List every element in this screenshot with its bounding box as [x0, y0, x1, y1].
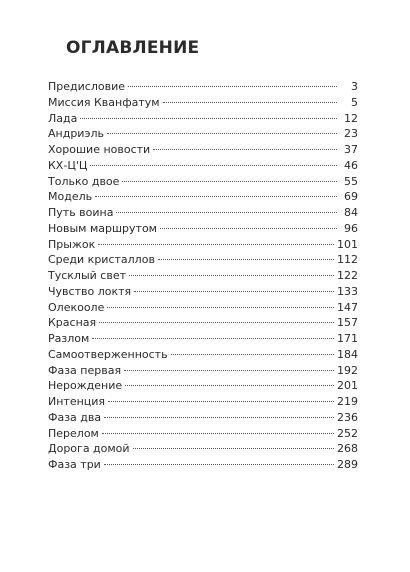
toc-entry-title: Предисловие: [48, 80, 125, 93]
toc-entry: [48, 378, 358, 394]
toc-entry-page-number: 5: [351, 95, 358, 109]
toc-entry: [48, 174, 358, 190]
toc-entry-page-number: 157: [337, 316, 358, 330]
toc-entry-title: Разлом: [48, 332, 90, 345]
dot-leader: [107, 133, 337, 134]
dot-leader: [108, 401, 334, 402]
toc-entry-title: Красная: [48, 316, 97, 330]
toc-entry: [48, 268, 358, 284]
toc-heading: ОГЛАВЛЕНИЕ: [66, 38, 200, 58]
toc-entry-title: Новым маршрутом: [48, 221, 157, 235]
toc-entry-title: Хорошие новости: [48, 143, 151, 156]
dot-leader: [107, 307, 334, 308]
toc-entry: [48, 142, 358, 158]
toc-entry-page-number: 84: [344, 206, 358, 219]
toc-entry: [48, 158, 358, 174]
toc-entry: [48, 300, 358, 316]
toc-entry-page-number: 46: [344, 158, 358, 172]
toc-entry: [48, 347, 358, 363]
dot-leader: [160, 228, 337, 229]
toc-entry: [48, 205, 358, 221]
toc-entry-title: Фаза три: [48, 458, 101, 471]
dot-leader: [134, 291, 334, 292]
toc-entry-page-number: 12: [344, 111, 358, 125]
toc-entry-title: Тусклый свет: [48, 269, 126, 282]
toc-entry-page-number: 219: [337, 395, 358, 408]
toc-entry-title: КХ-Ц'Ц: [48, 158, 88, 172]
dot-leader: [133, 448, 334, 449]
dot-leader: [125, 385, 334, 386]
toc-entry-page-number: 133: [337, 284, 358, 298]
dot-leader: [171, 354, 334, 355]
toc-entry-page-number: 96: [344, 221, 358, 235]
toc-entry: [48, 315, 358, 331]
toc-entry-title: Модель: [48, 190, 93, 204]
toc-entry-page-number: 112: [337, 253, 358, 267]
toc-entry-title: Лада: [48, 111, 78, 125]
toc-entry-title: Миссия Кванфатум: [48, 95, 160, 109]
toc-entry: [48, 441, 358, 457]
toc-entry-title: Фаза первая: [48, 363, 122, 377]
dot-leader: [104, 464, 334, 465]
toc-entry-page-number: 3: [351, 80, 358, 93]
toc-entry-page-number: 23: [344, 127, 358, 141]
toc-entry-page-number: 55: [344, 174, 358, 188]
dot-leader: [80, 118, 337, 119]
toc-entry-page-number: 192: [337, 363, 358, 377]
dot-leader: [124, 370, 334, 371]
toc-entry-title: Среди кристаллов: [48, 253, 155, 267]
toc-entry: [48, 126, 358, 142]
toc-entry: [48, 111, 358, 127]
toc-entry-title: Олекооле: [48, 300, 105, 314]
toc-entry-page-number: 171: [337, 332, 358, 345]
dot-leader: [90, 165, 337, 166]
toc-entry: [48, 363, 358, 379]
dot-leader: [163, 102, 337, 103]
toc-entry-title: Андриэль: [48, 127, 105, 141]
toc-entry: [48, 95, 358, 111]
toc-entry-title: Прыжок: [48, 237, 96, 251]
toc-entry-title: Нерождение: [48, 379, 123, 393]
toc-entry: [48, 331, 358, 347]
toc-entry-page-number: 101: [337, 237, 358, 251]
toc-entry-title: Чувство локтя: [48, 284, 132, 298]
toc-entry-page-number: 252: [337, 426, 358, 440]
toc-entry-title: Путь воина: [48, 206, 114, 219]
dot-leader: [102, 433, 334, 434]
toc-entry: [48, 410, 358, 426]
toc-entry: [48, 394, 358, 410]
dot-leader: [122, 181, 337, 182]
toc-entry-title: Дорога домой: [48, 442, 130, 456]
toc-entry-page-number: 184: [337, 347, 358, 361]
toc-entry-page-number: 289: [337, 458, 358, 471]
toc-entry-page-number: 268: [337, 442, 358, 456]
toc-entry: [48, 252, 358, 268]
toc-entry: [48, 237, 358, 253]
dot-leader: [99, 322, 334, 323]
dot-leader: [129, 275, 334, 276]
dot-leader: [128, 86, 337, 87]
dot-leader: [116, 212, 337, 213]
toc-entry: [48, 457, 358, 473]
dot-leader: [95, 196, 337, 197]
toc-entry: [48, 221, 358, 237]
dot-leader: [98, 244, 334, 245]
toc-entry-page-number: 236: [337, 410, 358, 424]
toc-entry-title: Интенция: [48, 395, 106, 408]
dot-leader: [92, 338, 334, 339]
dot-leader: [104, 417, 334, 418]
toc-entry: [48, 189, 358, 205]
toc-entry-page-number: 201: [337, 379, 358, 393]
dot-leader: [158, 259, 334, 260]
toc-entry-page-number: 37: [344, 143, 358, 156]
toc-entry: [48, 79, 358, 95]
dot-leader: [153, 149, 337, 150]
toc-entry-title: Только двое: [48, 174, 120, 188]
toc-entry-title: Фаза два: [48, 410, 102, 424]
toc-entry: [48, 426, 358, 442]
toc-entry-title: Самоотверженность: [48, 347, 168, 361]
toc-entry-page-number: 122: [337, 269, 358, 282]
toc-entry-page-number: 147: [337, 300, 358, 314]
toc-entry-title: Перелом: [48, 426, 99, 440]
toc-list: [48, 79, 358, 473]
toc-entry-page-number: 69: [344, 190, 358, 204]
toc-entry: [48, 284, 358, 300]
